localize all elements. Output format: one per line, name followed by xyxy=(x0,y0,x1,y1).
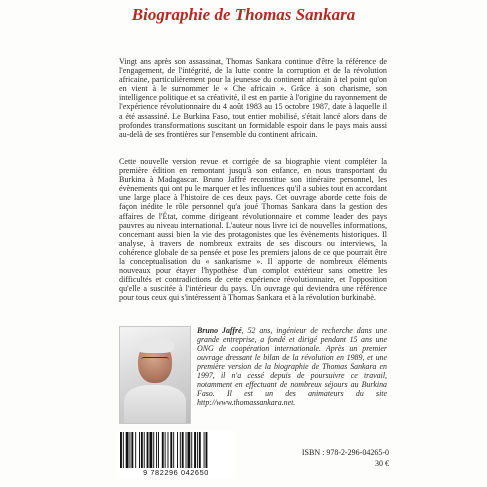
price: 30 € xyxy=(375,458,389,468)
author-bio xyxy=(197,326,387,407)
summary-paragraph-2: Cette nouvelle version revue et corrigée de sa biographie vient compléter la première édition en remontant jusqu'à son enfance, en nous transportant du Burkina à Madagascar. Bruno Jaffré reconstitue son itinéraire personnel, les évènements qui ont pu le marquer et les influences qu'il a subies tout en accordant une large place à l'histoire de ces deux pays. Cet ouvrage aborde cette fois de façon inédite le rôle personnel qu'a joué Thomas Sankara dans la gestion des affaires de l'État, comme dirigeant révolutionnaire et comme leader des pays pauvres au niveau international. L'auteur nous livre ici de nouvelles informations, concernant aussi bien la vie des protagonistes que les évènements historiques. Il analyse, à travers de nombreux extraits de ses discours ou interviews, la cohérence globale de sa pensée et pose les premiers jalons de ce que pourrait être la conceptualisation du « sankarisme ». Il apporte de nombreux éléments nouveaux pour étayer l'hypothèse d'un complot extérieur sans omettre les difficultés et contradictions de cette expérience révolutionnaire, et l'opposition qu'elle a suscitée à l'intérieur du pays. Un ouvrage qui deviendra une référence pour tous ceux qui s'intéressent à Thomas Sankara et à la révolution burkinabè. xyxy=(119,157,387,303)
barcode-digits: 9 782296 042650 xyxy=(143,468,209,477)
author-photo xyxy=(119,326,191,424)
author-name: Bruno Jaffré xyxy=(197,326,242,335)
author-block xyxy=(119,326,389,426)
summary-paragraph-1: Vingt ans après son assassinat, Thomas Sankara continue d'être la référence de l'engagement, de l'intégrité, de la lutte contre la corruption et de la révolution africaine, particulièrement pour la jeunesse du continent africain à tel point qu'on en vient à le surnommer le « Che africain ». Grâce à son charisme, son intelligence politique et sa créativité, il est en partie à l'origine du rayonnement de l'expérience révolutionnaire du 4 août 1983 au 15 octobre 1987, date à laquelle il a été assassiné. Le Burkina Faso, tout entier mobilisé, s'était lancé alors dans de profondes transformations suscitant un formidable espoir dans le pays mais aussi au-delà de ses frontières sur l'ensemble du continent africain. xyxy=(119,57,387,139)
isbn-price-block xyxy=(302,448,389,469)
isbn-number: ISBN : 978-2-296-04265-0 xyxy=(301,448,389,457)
book-title: Biographie de Thomas Sankara xyxy=(131,5,356,24)
author-bio-text: , 52 ans, ingénieur de recherche dans une grande entreprise, a fondé et dirigé pendant 15 ans une ONG de coopération internationale. Après un premier ouvrage dressant le bilan de la révolution en 1989, et une première version de la biographie de Thomas Sankara en 1997, il n'a cessé depuis de poursuivre ce travail, notamment en effectuant de nombreux séjours au Burkina Faso. Il est un des animateurs du site http://www.thomassankara.net. xyxy=(197,326,387,407)
barcode-bars-icon xyxy=(120,432,232,470)
barcode xyxy=(117,430,235,478)
